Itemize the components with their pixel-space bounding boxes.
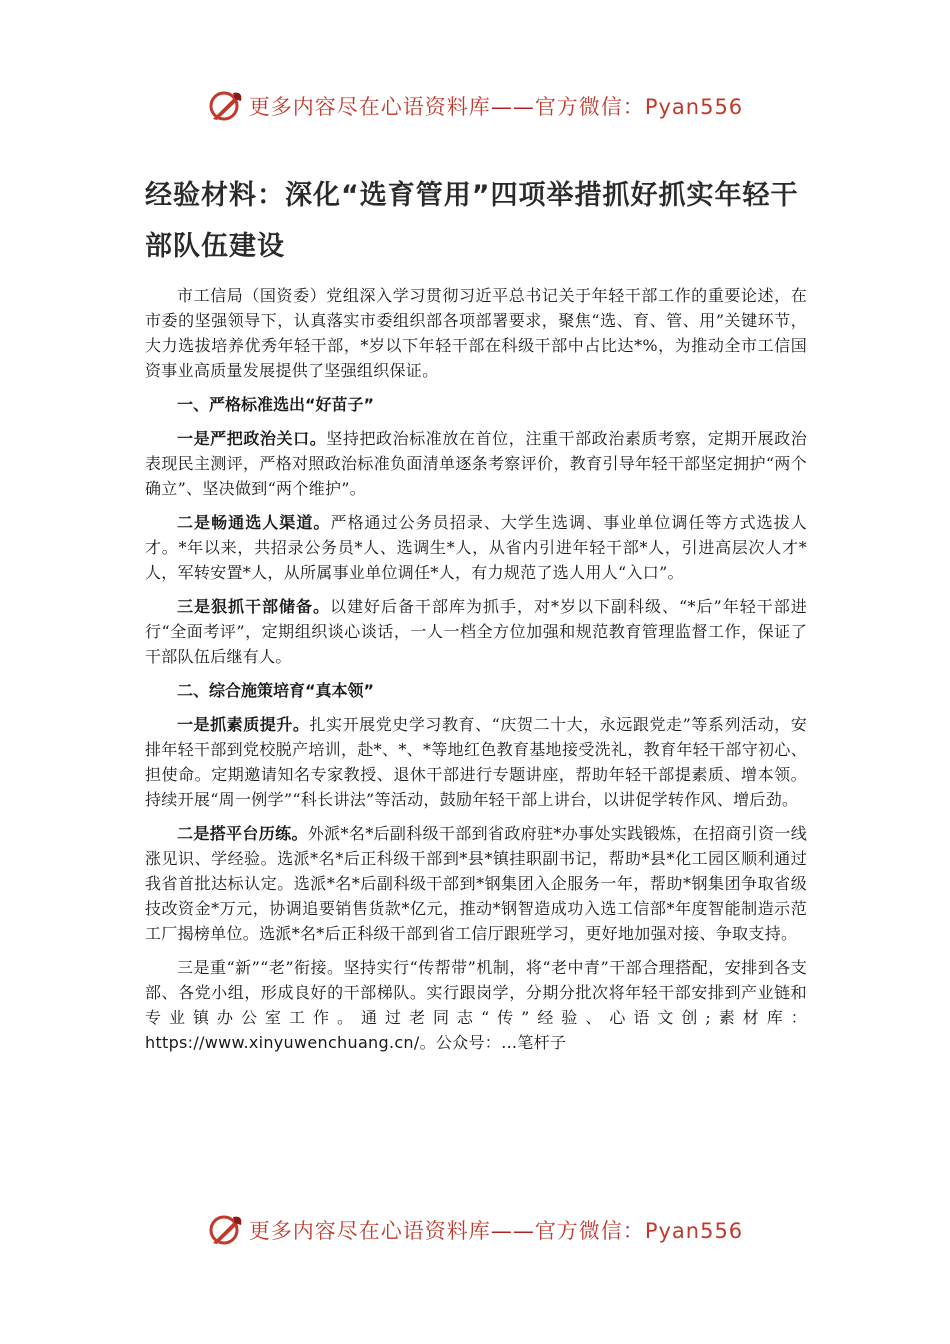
watermark-banner-top [0,86,950,126]
body-paragraph: 二是畅通选人渠道。严格通过公务员招录、大学生选调、事业单位调任等方式选拔人才。*年以来，共招录公务员*人、选调生*人，从省内引进年轻干部*人，引进高层次人才*人，军转安置*人，从所属事业单位调任*人，有力规范了选人用人“入口”。 [145,513,808,582]
body-paragraph: 一是抓素质提升。扎实开展党史学习教育、“庆贺二十大，永远跟党走”等系列活动，安排年轻干部到党校脱产培训，赴*、*、*等地红色教育基地接受洗礼，教育年轻干部守初心、担使命。定期邀请知名专家教授、退休干部进行专题讲座，帮助年轻干部提素质、增本领。持续开展“周一例学”“科长讲法”等活动，鼓励年轻干部上讲台，以讲促学转作风、增后劲。 [145,715,807,809]
quill-logo-icon [207,1213,245,1247]
section-heading: 二、综合施策培育“真本领” [177,681,375,700]
body-paragraph: 二是搭平台历练。外派*名*后副科级干部到省政府驻*办事处实践锻炼，在招商引资一线涨见识、学经验。选派*名*后正科级干部到*县*镇挂职副书记，帮助*县*化工园区顺利通过我省首批达标认定。选派*名*后副科级干部到*钢集团入企服务一年，帮助*钢集团争取省级技改资金*万元，协调追要销售货款*亿元，推动*钢智造成功入选工信部*年度智能制造示范工厂揭榜单位。选派*名*后正科级干部到省工信厅跟班学习，更好地加强对接、争取支持。 [145,824,807,943]
paragraph-lead: 二是搭平台历练。 [177,824,308,843]
section-heading: 一、严格标准选出“好苗子” [177,395,375,414]
body-paragraph: 三是狠抓干部储备。以建好后备干部库为抓手，对*岁以下副科级、“*后”年轻干部进行“全面考评”，定期组织谈心谈话，一人一档全方位加强和规范教育管理监督工作，保证了干部队伍后继有人。 [145,597,807,666]
paragraph-lead: 一是抓素质提升。 [177,715,310,734]
watermark-text: 更多内容尽在心语资料库——官方微信：Pyan556 [248,95,744,119]
body-paragraph: 三是重“新”“老”衔接。坚持实行“传帮带”机制，将“老中青”干部合理搭配，安排到各支部、各党小组，形成良好的干部梯队。实行跟岗学，分期分批次将年轻干部安排到产业链和专业镇办公室工作。通过老同志“传”经验、心语文创;素材库：https://www.xinyuwenchuang.cn/。公众号：…笔杆子 [145,958,807,1052]
document-body [145,283,807,1055]
intro-paragraph: 市工信局（国资委）党组深入学习贯彻习近平总书记关于年轻干部工作的重要论述，在市委的坚强领导下，认真落实市委组织部各项部署要求，聚焦“选、育、管、用”关键环节，大力选拔培养优秀年轻干部，*岁以下年轻干部在科级干部中占比达*%，为推动全市工信国资事业高质量发展提供了坚强组织保证。 [145,286,807,380]
source-url: https://www.xinyuwenchuang.cn/ [145,1033,420,1052]
paragraph-lead: 一是严把政治关口。 [177,429,327,448]
body-paragraph: 一是严把政治关口。坚持把政治标准放在首位，注重干部政治素质考察，定期开展政治表现民主测评，严格对照政治标准负面清单逐条考察评价，教育引导年轻干部坚定拥护“两个确立”、坚决做到“两个维护”。 [145,429,807,498]
document-title: 经验材料：深化“选育管用”四项举措抓好抓实年轻干部队伍建设 [145,180,799,262]
paragraph-lead: 三是狠抓干部储备。 [177,597,331,616]
watermark-text: 更多内容尽在心语资料库——官方微信：Pyan556 [248,1219,744,1243]
watermark-banner-bottom [0,1210,950,1250]
quill-logo-icon [207,89,245,123]
paragraph-lead: 二是畅通选人渠道。 [177,513,331,532]
